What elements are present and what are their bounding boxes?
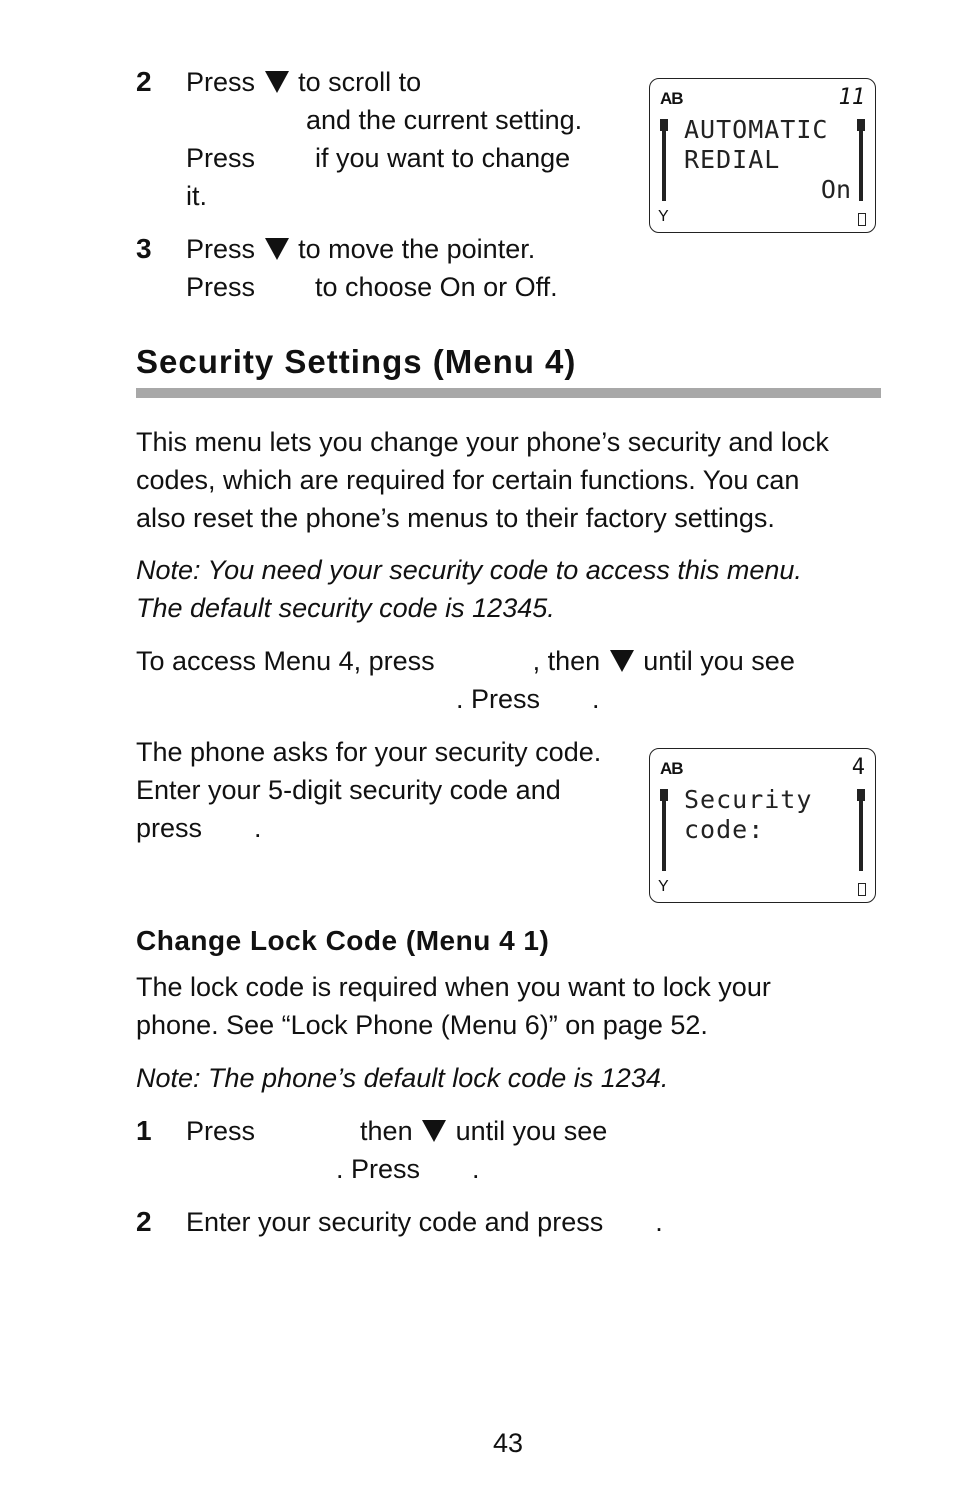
step-text-part: until you see bbox=[455, 1116, 608, 1146]
paragraph-part: , then bbox=[532, 646, 601, 676]
paragraph-part: . bbox=[254, 813, 262, 843]
down-arrow-icon bbox=[265, 71, 289, 93]
battery-icon bbox=[858, 883, 866, 896]
subsection-title: Change Lock Code (Menu 4 1) bbox=[136, 925, 550, 956]
step-text bbox=[186, 1203, 786, 1241]
display-line: AUTOMATIC bbox=[684, 115, 829, 144]
step-text-part: it. bbox=[186, 181, 208, 211]
battery-icon bbox=[858, 213, 866, 226]
step-text-part: if you want to change bbox=[315, 143, 571, 173]
antenna-icon: Y bbox=[658, 878, 669, 895]
display-right-bar bbox=[859, 121, 863, 201]
access-paragraph bbox=[136, 642, 896, 718]
antenna-icon: Y bbox=[658, 208, 669, 225]
down-arrow-icon bbox=[265, 238, 289, 260]
step-text-part: Press bbox=[186, 1116, 256, 1146]
step-text-part: Press bbox=[186, 234, 256, 264]
paragraph-part: . Press bbox=[456, 684, 541, 714]
step-number: 2 bbox=[136, 66, 152, 97]
display-ab-label: AB bbox=[660, 759, 683, 778]
section-divider bbox=[136, 388, 881, 398]
step-number: 2 bbox=[136, 1206, 152, 1237]
down-arrow-icon bbox=[610, 650, 634, 672]
display-line: code: bbox=[684, 815, 765, 844]
step-text-part: then bbox=[360, 1116, 413, 1146]
paragraph-part: press bbox=[136, 813, 203, 843]
step-text bbox=[186, 63, 626, 215]
step-number: 1 bbox=[136, 1115, 152, 1146]
display-line: REDIAL bbox=[684, 145, 781, 174]
step-text bbox=[186, 1112, 786, 1188]
note-lock-code: Note: The phone’s default lock code is 1234. bbox=[136, 1063, 669, 1093]
section-title: Security Settings (Menu 4) bbox=[136, 343, 577, 380]
paragraph-line: This menu lets you change your phone’s security and lock bbox=[136, 427, 829, 457]
intro-paragraph bbox=[136, 423, 896, 537]
paragraph-part: . bbox=[592, 684, 600, 714]
step-text-part: to choose On or Off. bbox=[315, 272, 558, 302]
step-text-part: to move the pointer. bbox=[298, 234, 536, 264]
phone-display-security-code bbox=[649, 748, 876, 903]
display-menu-number: 4 bbox=[851, 755, 865, 780]
paragraph-line: phone. See “Lock Phone (Menu 6)” on page 52. bbox=[136, 1010, 708, 1040]
paragraph-part: until you see bbox=[643, 646, 795, 676]
display-line: On bbox=[820, 175, 851, 204]
step-text-part: Enter your security code and press bbox=[186, 1207, 604, 1237]
note-security-code bbox=[136, 551, 896, 627]
step-text-part: . bbox=[472, 1154, 480, 1184]
step-text-part: Press bbox=[186, 272, 256, 302]
step-text-part: . Press bbox=[336, 1154, 421, 1184]
phone-asks-paragraph bbox=[136, 733, 646, 847]
step-text-part: . bbox=[655, 1207, 663, 1237]
display-signal-indicator: 11 bbox=[838, 85, 865, 110]
note-line: Note: You need your security code to access this menu. bbox=[136, 555, 802, 585]
page-number: 43 bbox=[492, 1428, 524, 1458]
note-line: The default security code is 12345. bbox=[136, 593, 555, 623]
display-right-bar bbox=[859, 791, 863, 871]
step-number: 3 bbox=[136, 233, 152, 264]
display-left-bar bbox=[662, 791, 666, 871]
step-text-part: Press bbox=[186, 67, 256, 97]
paragraph-line: also reset the phone’s menus to their factory settings. bbox=[136, 503, 775, 533]
paragraph-line: The phone asks for your security code. bbox=[136, 737, 602, 767]
step-text-part: to scroll to bbox=[298, 67, 422, 97]
display-ab-label: AB bbox=[660, 89, 683, 108]
paragraph-line: codes, which are required for certain functions. You can bbox=[136, 465, 800, 495]
lock-intro-paragraph bbox=[136, 968, 896, 1044]
paragraph-line: The lock code is required when you want to lock your bbox=[136, 972, 771, 1002]
step-text-part: and the current setting. bbox=[306, 105, 583, 135]
paragraph-part: To access Menu 4, press bbox=[136, 646, 435, 676]
display-line: Security bbox=[684, 785, 813, 814]
step-text-part: Press bbox=[186, 143, 256, 173]
step-text bbox=[186, 230, 626, 306]
paragraph-line: Enter your 5-digit security code and bbox=[136, 775, 561, 805]
down-arrow-icon bbox=[422, 1120, 446, 1142]
display-left-bar bbox=[662, 121, 666, 201]
phone-display-automatic-redial bbox=[649, 78, 876, 233]
